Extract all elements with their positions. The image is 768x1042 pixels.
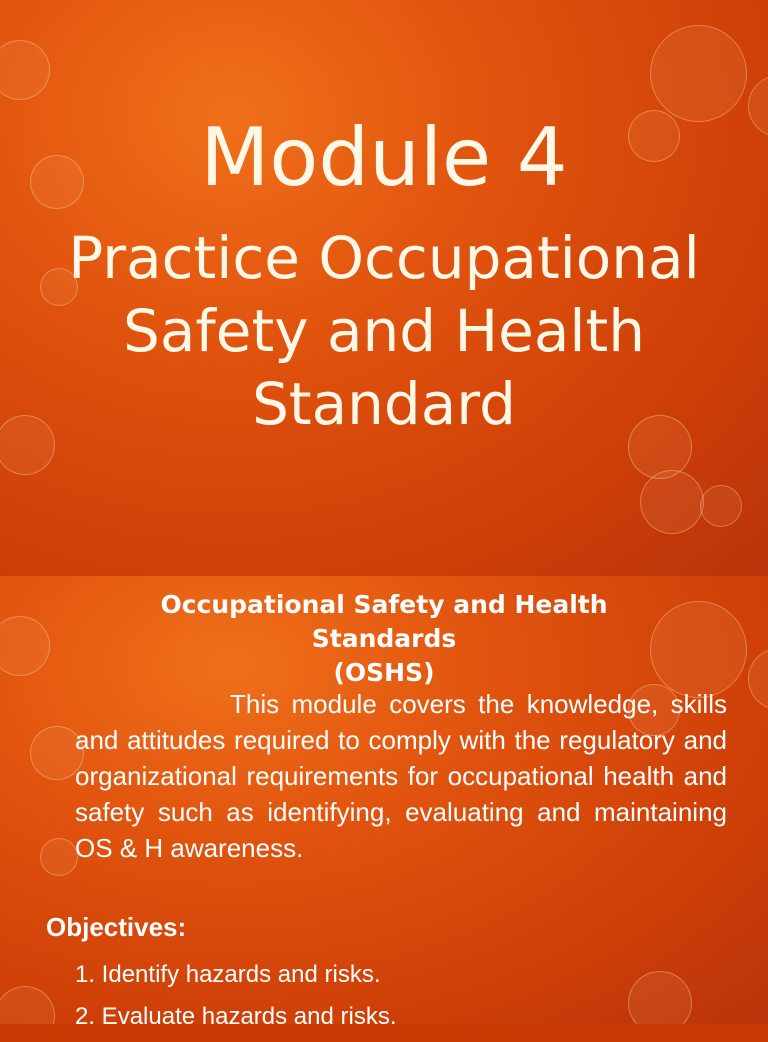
- subtitle-line: Standard: [252, 370, 516, 438]
- section-heading: [0, 588, 768, 690]
- bokeh-circle: [0, 40, 50, 100]
- bokeh-circle: [628, 971, 692, 1024]
- subtitle-line: Safety and Health: [123, 297, 645, 365]
- objective-item: 2. Evaluate hazards and risks.: [75, 1003, 397, 1030]
- slide-subtitle: [0, 222, 768, 441]
- heading-line: (OSHS): [333, 658, 435, 687]
- bokeh-circle: [40, 838, 78, 876]
- objectives-list: [75, 958, 397, 1042]
- bokeh-circle: [700, 485, 742, 527]
- heading-line: Standards: [311, 624, 457, 653]
- subtitle-line: Practice Occupational: [68, 224, 700, 292]
- bokeh-circle: [640, 470, 704, 534]
- module-description: This module covers the knowledge, skills and attitudes required to comply with the regulatory and organizational requirements for occupational health and safety such as identifying, evaluating and maintaining OS & H awareness.: [75, 689, 727, 863]
- bokeh-circle: [650, 25, 747, 122]
- bokeh-circle: [0, 986, 55, 1024]
- objectives-heading: Objectives:: [46, 912, 187, 942]
- heading-line: Occupational Safety and Health: [160, 590, 608, 619]
- slide-title: Module 4: [200, 111, 568, 204]
- objective-item: 1. Identify hazards and risks.: [75, 961, 381, 988]
